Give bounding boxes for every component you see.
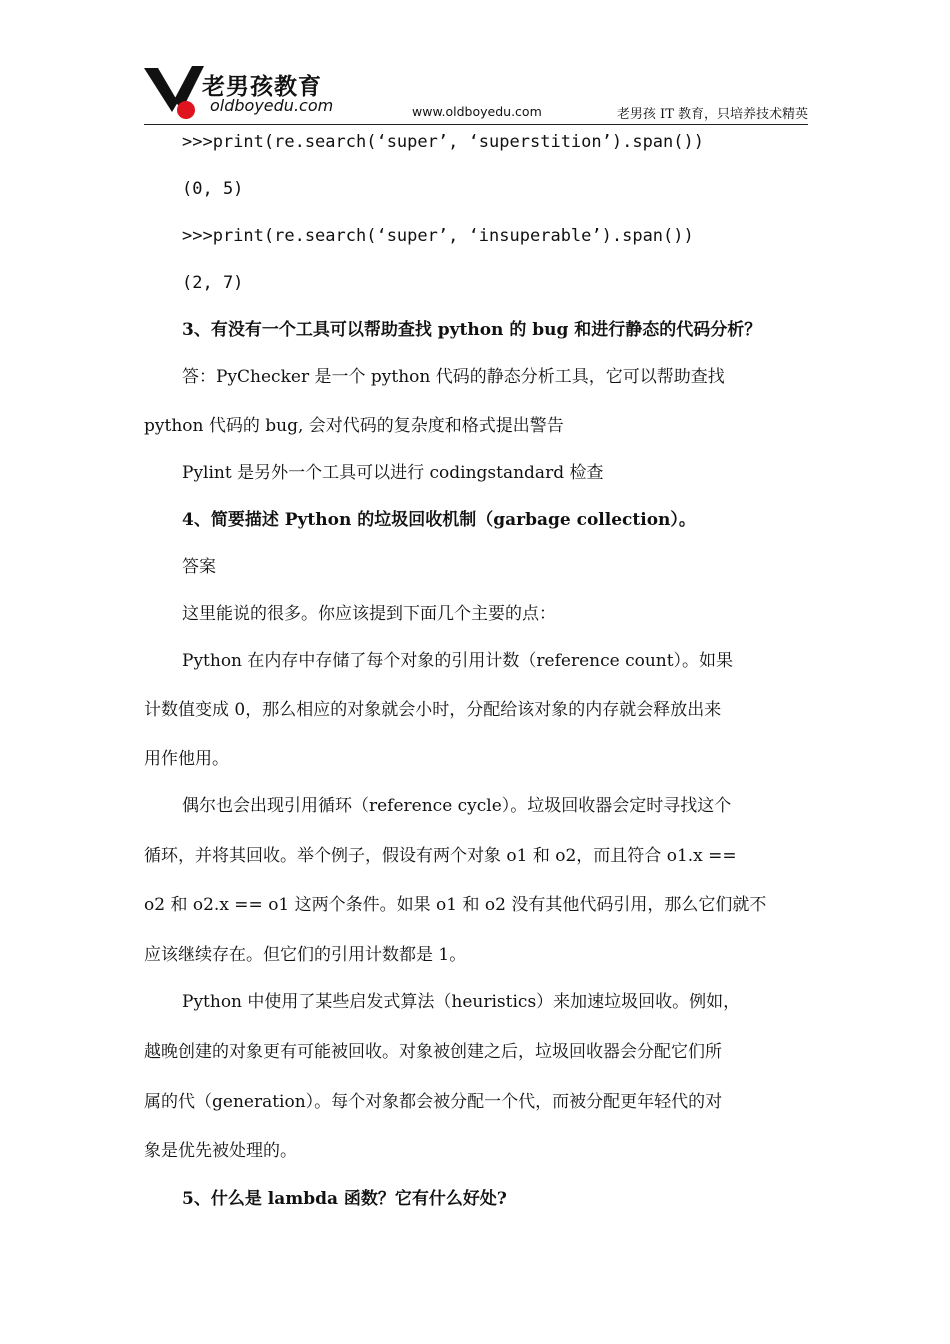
paragraph-line: Python 在内存中存储了每个对象的引用计数（reference count）。如果 bbox=[182, 651, 734, 671]
logo-v-icon bbox=[144, 66, 208, 122]
paragraph-line: python 代码的 bug, 会对代码的复杂度和格式提出警告 bbox=[144, 416, 564, 436]
answer-label: 答案 bbox=[182, 557, 216, 577]
paragraph-line: 计数值变成 0，那么相应的对象就会小时，分配给该对象的内存就会释放出来 bbox=[144, 700, 722, 720]
header-slogan: 老男孩 IT 教育，只培养技术精英 bbox=[616, 107, 808, 122]
page-header bbox=[144, 60, 808, 125]
paragraph-line: 应该继续存在。但它们的引用计数都是 1。 bbox=[144, 945, 467, 965]
oldboy-logo bbox=[144, 66, 354, 122]
paragraph-line: Pylint 是另外一个工具可以进行 codingstandard 检查 bbox=[182, 463, 604, 483]
question-heading: 5、什么是 lambda 函数？它有什么好处? bbox=[182, 1189, 507, 1209]
code-output: (2, 7) bbox=[182, 273, 244, 293]
paragraph-line: 用作他用。 bbox=[144, 749, 229, 769]
paragraph-line: Python 中使用了某些启发式算法（heuristics）来加速垃圾回收。例如， bbox=[182, 992, 741, 1012]
site-url: www.oldboyedu.com bbox=[412, 104, 542, 119]
paragraph-line: 循环，并将其回收。举个例子，假设有两个对象 o1 和 o2，而且符合 o1.x == bbox=[144, 846, 737, 866]
paragraph-line: 象是优先被处理的。 bbox=[144, 1141, 297, 1161]
paragraph-line: 这里能说的很多。你应该提到下面几个主要的点： bbox=[182, 604, 556, 624]
code-output: (0, 5) bbox=[182, 179, 244, 199]
paragraph-line: 偶尔也会出现引用循环（reference cycle）。垃圾回收器会定时寻找这个 bbox=[182, 796, 732, 816]
logo-english-text: oldboyedu.com bbox=[210, 96, 334, 115]
question-heading: 4、简要描述 Python 的垃圾回收机制（garbage collection）。 bbox=[182, 510, 696, 530]
paragraph-line: o2 和 o2.x == o1 这两个条件。如果 o1 和 o2 没有其他代码引用，那么它们就不 bbox=[144, 895, 767, 915]
paragraph-line: 属的代（generation）。每个对象都会被分配一个代，而被分配更年轻代的对 bbox=[144, 1092, 723, 1112]
question-heading: 3、有没有一个工具可以帮助查找 python 的 bug 和进行静态的代码分析？ bbox=[182, 320, 762, 340]
code-line: >>>print(re.search(‘super’, ‘superstition’).span()) bbox=[182, 132, 704, 152]
code-line: >>>print(re.search(‘super’, ‘insuperable’).span()) bbox=[182, 226, 694, 246]
paragraph-line: 答：PyChecker 是一个 python 代码的静态分析工具，它可以帮助查找 bbox=[182, 367, 725, 387]
logo-chinese-text: 老男孩教育 bbox=[202, 74, 322, 100]
paragraph-line: 越晚创建的对象更有可能被回收。对象被创建之后，垃圾回收器会分配它们所 bbox=[144, 1042, 722, 1062]
